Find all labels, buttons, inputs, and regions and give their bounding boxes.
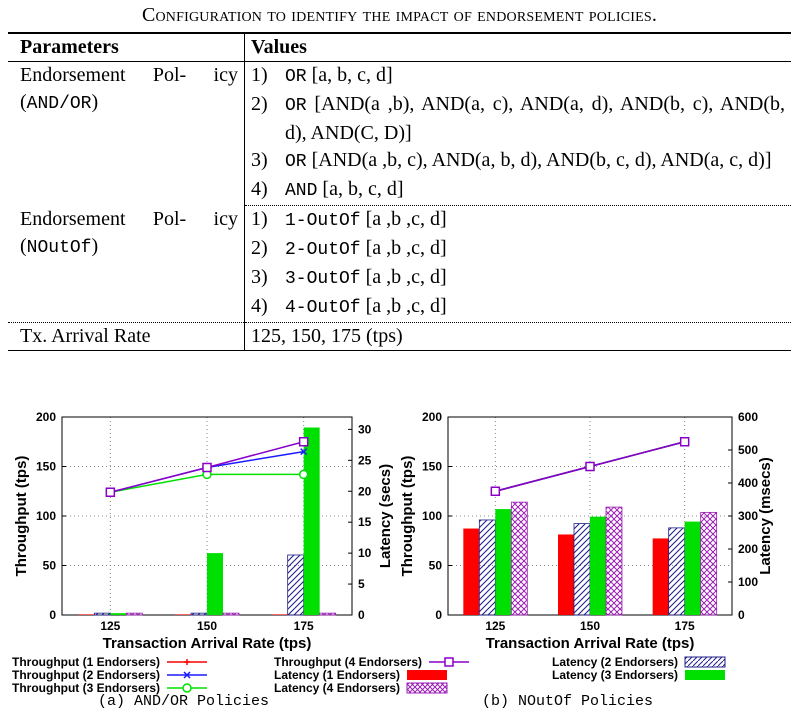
x-axis-label: Transaction Arrival Rate (tps)	[485, 635, 695, 652]
option-text: [a ,b ,c, d]	[365, 266, 447, 288]
legend-box	[407, 670, 447, 680]
legend-item	[552, 668, 727, 682]
legend-item	[12, 668, 209, 682]
legend-item	[274, 668, 449, 682]
x-tick-label: 150	[196, 619, 218, 633]
option-number: 4)	[251, 295, 268, 317]
table-row	[8, 323, 791, 351]
subcaption-b: (b) NOutOf Policies	[482, 693, 654, 710]
value-cell	[245, 147, 792, 176]
param-label: Endorsement Pol- icy	[20, 64, 238, 86]
option-number: 1)	[251, 64, 268, 86]
latency-bar	[574, 524, 590, 615]
option-number: 2)	[251, 237, 268, 259]
x-tick-label: 125	[100, 619, 121, 633]
legend-box	[685, 670, 725, 680]
option-code: AND	[285, 181, 318, 201]
value-cell	[245, 264, 792, 293]
legend-swatch	[427, 656, 471, 668]
latency-bar	[223, 613, 239, 615]
legend-item	[274, 655, 471, 669]
x-axis-label: Transaction Arrival Rate (tps)	[102, 635, 312, 652]
subcaption-a: (a) AND/OR Policies	[98, 693, 270, 710]
value-cell	[245, 62, 792, 92]
latency-bar	[463, 529, 479, 615]
y2-tick-label: 10	[358, 546, 372, 561]
option-number: 3)	[251, 266, 268, 288]
latency-bar	[207, 553, 223, 615]
latency-bar	[175, 614, 191, 615]
param-label: Endorsement Pol- icy	[20, 207, 238, 230]
table-caption: Configuration to identify the impact of endorsement policies.	[141, 4, 658, 26]
y-tick-label: 150	[421, 459, 442, 474]
y-tick-label: 150	[35, 459, 56, 474]
y2-tick-label: 5	[358, 577, 365, 592]
legend-swatch	[165, 656, 209, 668]
latency-bar	[272, 614, 288, 615]
y2-tick-label: 20	[358, 484, 372, 499]
param-cell: Tx. Arrival Rate	[8, 323, 245, 351]
latency-bar	[685, 522, 701, 615]
latency-bar	[320, 613, 336, 615]
y-tick-label: 0	[435, 608, 442, 622]
y2-tick-label: 15	[358, 515, 372, 530]
y-tick-label: 100	[421, 509, 442, 523]
value-cell	[245, 206, 792, 236]
y2-axis-label: Latency (secs)	[377, 463, 394, 569]
y-tick-label: 200	[35, 410, 56, 424]
y2-tick-label: 30	[358, 422, 372, 437]
legend-item	[552, 655, 727, 669]
option-text: [AND(a ,b, c), AND(a, b, d), AND(b, c, d), AND(a, c, d)]	[311, 149, 772, 171]
value-cell	[245, 91, 792, 147]
table-row	[8, 62, 791, 92]
y-tick-label: 50	[42, 558, 56, 573]
latency-bar	[110, 613, 126, 615]
value-cell: 125, 150, 175 (tps)	[245, 323, 792, 351]
latency-bar	[606, 507, 622, 615]
option-text: [AND(a ,b), AND(a, c), AND(a, d), AND(b, c), AND(b, d), AND(C, D)]	[285, 93, 785, 144]
y2-tick-label: 400	[738, 476, 759, 490]
legend-box	[685, 657, 725, 667]
x-tick-label: 175	[293, 619, 314, 633]
latency-bar	[653, 538, 669, 615]
x-tick-label: 175	[674, 619, 695, 633]
latency-bar	[126, 613, 142, 615]
point-marker	[586, 463, 594, 471]
y2-tick-label: 300	[738, 509, 759, 523]
legend-label: Throughput (4 Endorsers)	[274, 655, 422, 669]
option-code: OR	[285, 152, 307, 172]
option-number: 3)	[251, 149, 268, 171]
point-marker	[491, 487, 499, 495]
x-tick-label: 125	[485, 619, 506, 633]
param-cell: Endorsement Pol- icy (NOutOf)	[8, 206, 245, 323]
option-code: 3-OutOf	[285, 269, 361, 289]
legend-swatch	[405, 682, 449, 694]
param-code: NOutOf	[26, 237, 92, 258]
option-number: 4)	[251, 178, 268, 200]
y-tick-label: 200	[421, 410, 442, 424]
latency-bar	[701, 512, 717, 615]
header-values: Values	[245, 33, 792, 62]
legend-swatch	[683, 656, 727, 668]
legend-label: Throughput (3 Endorsers)	[12, 681, 160, 695]
latency-bar	[78, 614, 94, 615]
option-number: 2)	[251, 93, 268, 115]
y2-tick-label: 600	[738, 410, 759, 424]
legend-item	[12, 655, 209, 669]
latency-bar	[191, 613, 207, 615]
option-text: [a ,b ,c, d]	[365, 295, 447, 317]
legend-label: Throughput (2 Endorsers)	[12, 668, 160, 682]
value-cell	[245, 176, 792, 206]
latency-bar	[590, 517, 606, 615]
latency-bar	[94, 613, 110, 615]
y2-tick-label: 100	[738, 575, 759, 589]
point-marker	[203, 463, 211, 471]
option-text: [a, b, c, d]	[311, 64, 393, 86]
chart-b-svg	[392, 405, 792, 657]
param-cell: Endorsement Pol- icy (AND/OR)	[8, 62, 245, 206]
point-marker	[681, 438, 689, 446]
axes	[13, 410, 394, 652]
point-marker	[106, 488, 114, 496]
y-tick-label: 50	[428, 558, 442, 573]
option-text: [a ,b ,c, d]	[365, 208, 447, 230]
y-axis-label: Throughput (tps)	[399, 455, 416, 577]
option-number: 1)	[251, 208, 268, 230]
y2-tick-label: 25	[358, 453, 372, 468]
option-code: 1-OutOf	[285, 211, 361, 231]
legend-swatch	[683, 669, 727, 681]
chart-and-or	[0, 405, 392, 657]
y2-tick-label: 0	[738, 608, 745, 622]
legend-label: Throughput (1 Endorsers)	[12, 655, 160, 669]
latency-bar	[304, 428, 320, 615]
y-tick-label: 100	[35, 509, 56, 523]
y2-tick-label: 200	[738, 542, 759, 556]
configuration-table	[8, 32, 791, 351]
legend-box	[407, 683, 447, 693]
option-text: [a ,b ,c, d]	[365, 237, 447, 259]
point-marker	[300, 470, 308, 478]
y2-axis-label: Latency (msecs)	[757, 457, 774, 575]
legend-label: Latency (1 Endorsers)	[274, 668, 401, 682]
option-text: [a, b, c, d]	[322, 178, 404, 200]
latency-bar	[511, 502, 527, 615]
y2-tick-label: 500	[738, 443, 759, 457]
legend-label: Latency (4 Endorsers)	[274, 681, 401, 695]
point-marker	[445, 658, 453, 666]
y-axis-label: Throughput (tps)	[13, 455, 30, 577]
latency-bar	[479, 520, 495, 615]
latency-bar	[495, 509, 511, 615]
option-code: OR	[285, 96, 307, 116]
point-marker	[184, 659, 190, 665]
latency-bar	[288, 555, 304, 615]
chart-a-svg	[0, 405, 392, 657]
y2-tick-label: 0	[358, 608, 365, 622]
y-tick-label: 0	[49, 608, 56, 622]
legend-swatch	[165, 669, 209, 681]
header-parameters: Parameters	[8, 33, 245, 62]
legend-label: Latency (3 Endorsers)	[552, 668, 679, 682]
latency-bar	[669, 528, 685, 615]
latency-bar	[558, 534, 574, 615]
legend-label: Latency (2 Endorsers)	[552, 655, 679, 669]
chart-noutof	[392, 405, 792, 657]
option-code: OR	[285, 67, 307, 87]
legend-item	[274, 681, 449, 695]
x-tick-label: 150	[579, 619, 601, 633]
point-marker	[300, 438, 308, 446]
param-code: AND/OR	[26, 94, 92, 114]
legend-swatch	[405, 669, 449, 681]
table-row	[8, 206, 791, 236]
value-cell	[245, 293, 792, 323]
point-marker	[183, 684, 191, 692]
value-cell	[245, 235, 792, 264]
option-code: 2-OutOf	[285, 240, 361, 260]
option-code: 4-OutOf	[285, 298, 361, 318]
throughput-series	[106, 470, 307, 496]
chart-legend	[12, 655, 792, 695]
